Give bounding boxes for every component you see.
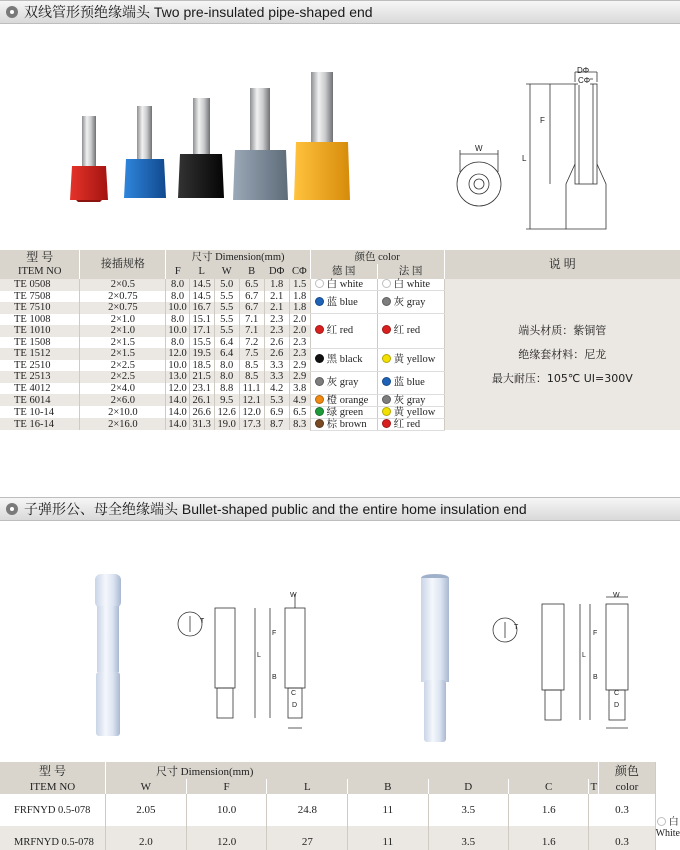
cell-dimension: 2.3 — [289, 337, 310, 349]
cell-dimension: 8.3 — [289, 418, 310, 430]
cell-model: TE 0508 — [0, 279, 80, 291]
color-swatch-icon — [657, 817, 666, 826]
label-t: T — [200, 618, 205, 625]
cell-dimension: 6.4 — [214, 348, 239, 360]
note-line: 绝缘套材料：尼龙 — [518, 347, 607, 361]
cell-dimension: 2.0 — [289, 325, 310, 337]
cell-dimension: 23.1 — [189, 383, 214, 395]
cell-model: FRFNYD 0.5-078 — [0, 794, 105, 826]
th-model-cn: 型 号 — [0, 250, 80, 264]
th-col-w: W — [214, 264, 239, 279]
table-row — [0, 826, 680, 850]
cell-dimension: 2.6 — [264, 337, 289, 349]
terminal-red — [70, 116, 108, 202]
th-col-f: F — [186, 779, 267, 794]
color-label: 黄 yellow — [393, 354, 436, 365]
th-col-dphi: DΦ — [264, 264, 289, 279]
cell-dimension: 14.0 — [166, 394, 189, 406]
cell-dimension: 5.0 — [214, 279, 239, 291]
cell-dimension: 10.0 — [166, 325, 189, 337]
th-model-en: ITEM NO — [0, 779, 105, 794]
th-col-w: W — [105, 779, 186, 794]
cell-color-fr — [377, 406, 444, 418]
cell-dimension: 2.3 — [264, 325, 289, 337]
cell-spec: 2×0.5 — [80, 279, 166, 291]
cell-dimension: 2.0 — [105, 826, 186, 850]
cell-color-de — [310, 348, 377, 371]
notes-cell — [444, 279, 680, 430]
cell-dimension: 31.3 — [189, 418, 214, 430]
cell-dimension: 10.0 — [186, 794, 267, 826]
color-swatch-icon — [382, 325, 391, 334]
cell-model: TE 1512 — [0, 348, 80, 360]
cell-spec: 2×4.0 — [80, 383, 166, 395]
cell-dimension: 27 — [267, 826, 348, 850]
label-f: F — [593, 630, 598, 637]
bullet-male-photo — [95, 574, 121, 736]
cell-dimension: 6.7 — [239, 291, 264, 303]
cell-model: TE 7508 — [0, 291, 80, 303]
color-swatch-icon — [315, 354, 324, 363]
th-col-c: C — [508, 779, 588, 794]
section-header-bullet-terminals — [0, 497, 680, 521]
cell-spec: 2×1.5 — [80, 337, 166, 349]
bullet-female-photo — [421, 574, 449, 742]
cell-dimension: 5.5 — [214, 302, 239, 314]
cell-color — [655, 794, 680, 850]
cell-dimension: 12.6 — [214, 406, 239, 418]
cell-dimension: 7.5 — [239, 348, 264, 360]
color-label: 绿 green — [326, 406, 364, 418]
label-f: F — [540, 116, 545, 125]
cell-dimension: 16.7 — [189, 302, 214, 314]
bullet-female-technical-drawing — [493, 597, 628, 728]
cell-spec: 2×1.0 — [80, 314, 166, 326]
cell-spec: 2×10.0 — [80, 406, 166, 418]
cell-dimension: 8.5 — [239, 360, 264, 372]
color-swatch-icon — [382, 419, 391, 428]
product-photo-bullet-terminals — [0, 522, 680, 760]
cell-color-fr — [377, 291, 444, 314]
cell-color-fr — [377, 279, 444, 291]
cell-dimension: 8.0 — [214, 360, 239, 372]
color-label: 蓝 blue — [326, 296, 358, 308]
cell-dimension: 8.0 — [166, 291, 189, 303]
cell-dimension: 17.3 — [239, 418, 264, 430]
cell-dimension: 1.5 — [289, 279, 310, 291]
section-header-pipe-terminals — [0, 0, 680, 24]
cell-dimension: 7.1 — [239, 325, 264, 337]
th-note: 说 明 — [444, 250, 680, 279]
color-swatch-icon — [382, 297, 391, 306]
cell-dimension: 6.4 — [214, 337, 239, 349]
cell-dimension: 2.9 — [289, 371, 310, 383]
cell-spec: 2×6.0 — [80, 394, 166, 406]
color-label: 橙 orange — [326, 394, 369, 406]
cell-spec: 2×1.5 — [80, 348, 166, 360]
cell-dimension: 19.5 — [189, 348, 214, 360]
cell-dimension: 6.5 — [289, 406, 310, 418]
cell-color-fr — [377, 418, 444, 430]
th-col-t: T — [590, 780, 598, 793]
cell-dimension: 14.0 — [166, 406, 189, 418]
color-swatch-icon — [382, 395, 391, 404]
cell-dimension: 19.0 — [214, 418, 239, 430]
cell-spec: 2×2.5 — [80, 360, 166, 372]
color-label: 灰 gray — [393, 394, 426, 406]
cell-color-de — [310, 406, 377, 418]
cell-color-fr — [377, 348, 444, 371]
color-label: 灰 gray — [326, 377, 359, 388]
cell-spec: 2×16.0 — [80, 418, 166, 430]
color-label: 黑 black — [326, 354, 363, 365]
table-row — [0, 279, 680, 291]
cell-dimension: 3.5 — [428, 826, 508, 850]
cell-dimension: 10.0 — [166, 360, 189, 372]
cell-dimension: 8.0 — [166, 279, 189, 291]
cell-dimension: 7.1 — [239, 314, 264, 326]
cell-dimension: 1.6 — [508, 826, 588, 850]
cell-model: TE 1008 — [0, 314, 80, 326]
cell-dimension: 5.5 — [214, 291, 239, 303]
cell-dimension: 3.5 — [428, 794, 508, 826]
th-color-de: 德 国 — [310, 264, 377, 279]
terminal-blue — [124, 106, 166, 198]
cell-dimension: 3.3 — [264, 371, 289, 383]
label-d-phi: DΦ — [577, 66, 590, 75]
color-label: 白 white — [393, 279, 431, 290]
terminal-gray — [233, 88, 288, 200]
cell-dimension: 15.1 — [189, 314, 214, 326]
cell-dimension: 14.0 — [166, 418, 189, 430]
cell-dimension: 13.0 — [166, 371, 189, 383]
label-t: T — [514, 624, 519, 631]
cell-dimension: 4.2 — [264, 383, 289, 395]
cell-color-fr — [377, 314, 444, 349]
cell-model: TE 10-14 — [0, 406, 80, 418]
cell-dimension: 18.5 — [189, 360, 214, 372]
cell-model: TE 2510 — [0, 360, 80, 372]
th-spec: 接插规格 — [80, 250, 166, 279]
cell-model: TE 16-14 — [0, 418, 80, 430]
color-swatch-icon — [315, 395, 324, 404]
cell-dimension: 2.3 — [264, 314, 289, 326]
cell-model: TE 2513 — [0, 371, 80, 383]
cell-dimension: 17.1 — [189, 325, 214, 337]
th-color: 颜色 color — [310, 250, 444, 264]
cell-spec: 2×1.0 — [80, 325, 166, 337]
cell-dimension: 14.5 — [189, 279, 214, 291]
th-col-b: B — [239, 264, 264, 279]
pipe-terminals-photo — [0, 24, 680, 250]
cell-dimension: 2.3 — [289, 348, 310, 360]
cell-dimension: 14.5 — [189, 291, 214, 303]
cell-model: MRFNYD 0.5-078 — [0, 826, 105, 850]
cell-dimension: 11 — [348, 794, 428, 826]
label-d: D — [292, 702, 298, 709]
cell-dimension: 1.8 — [289, 291, 310, 303]
color-swatch-icon — [315, 297, 324, 306]
cell-dimension: 4.9 — [289, 394, 310, 406]
cell-dimension: 5.3 — [264, 394, 289, 406]
cell-color-de — [310, 394, 377, 406]
cell-color-de — [310, 418, 377, 430]
cell-dimension: 0.3 — [589, 826, 655, 850]
label-b: B — [593, 674, 598, 681]
th-col-cphi: CΦ — [289, 264, 310, 279]
cell-model: TE 4012 — [0, 383, 80, 395]
note-line: 端头材质：紫铜管 — [518, 323, 607, 337]
cell-dimension: 11 — [348, 826, 428, 850]
cell-dimension: 5.5 — [214, 325, 239, 337]
th-col-l: L — [189, 264, 214, 279]
label-c: C — [291, 690, 297, 697]
color-label: 蓝 blue — [393, 377, 425, 388]
cell-dimension: 1.8 — [264, 279, 289, 291]
color-label: 棕 brown — [326, 418, 367, 430]
cell-model: TE 1010 — [0, 325, 80, 337]
terminal-black — [178, 98, 224, 198]
th-col-f: F — [166, 264, 189, 279]
cell-dimension: 2.1 — [264, 302, 289, 314]
th-col-d: D — [428, 779, 508, 794]
bullet-icon — [6, 6, 18, 18]
product-photo-pipe-terminals — [0, 24, 680, 250]
color-swatch-icon — [382, 407, 391, 416]
th-model-en: ITEM NO — [0, 264, 80, 279]
cell-dimension: 8.7 — [264, 418, 289, 430]
label-f: F — [272, 630, 277, 637]
terminal-yellow — [294, 72, 350, 200]
cell-dimension: 8.0 — [166, 337, 189, 349]
cell-dimension: 5.5 — [214, 314, 239, 326]
cell-dimension: 26.1 — [189, 394, 214, 406]
label-w: W — [613, 592, 620, 599]
label-w: W — [475, 144, 483, 153]
cell-color-fr — [377, 394, 444, 406]
cell-model: TE 6014 — [0, 394, 80, 406]
technical-drawing-side-view — [526, 72, 606, 229]
color-label: 灰 gray — [393, 296, 426, 308]
cell-dimension: 3.8 — [289, 383, 310, 395]
cell-dimension: 9.5 — [214, 394, 239, 406]
cell-dimension: 12.0 — [186, 826, 267, 850]
cell-dimension: 0.3 — [589, 794, 655, 826]
cell-dimension: 24.8 — [267, 794, 348, 826]
section-title: 子弹形公、母全绝缘端头 Bullet-shaped public and the entire home insulation end — [24, 501, 527, 517]
cell-dimension: 2.6 — [264, 348, 289, 360]
cell-dimension: 26.6 — [189, 406, 214, 418]
cell-dimension: 3.3 — [264, 360, 289, 372]
cell-color-de — [310, 371, 377, 394]
color-swatch-icon — [382, 354, 391, 363]
th-color-en: color — [599, 779, 655, 794]
th-model-cn: 型 号 — [0, 762, 105, 779]
color-label: 红 red — [393, 418, 421, 430]
cell-dimension: 2.1 — [264, 291, 289, 303]
color-swatch-icon — [315, 279, 324, 288]
label-c: C — [614, 690, 620, 697]
label-l: L — [582, 652, 586, 659]
color-label: 红 red — [326, 325, 354, 337]
cell-dimension: 2.0 — [289, 314, 310, 326]
cell-color-de — [310, 314, 377, 349]
cell-model: TE 7510 — [0, 302, 80, 314]
cell-dimension: 2.05 — [105, 794, 186, 826]
cell-spec: 2×0.75 — [80, 291, 166, 303]
th-color-cn: 颜色 — [599, 762, 655, 779]
cell-dimension: 6.9 — [264, 406, 289, 418]
th-color-fr: 法 国 — [377, 264, 444, 279]
cell-dimension: 10.0 — [166, 302, 189, 314]
cell-dimension: 15.5 — [189, 337, 214, 349]
cell-dimension: 2.9 — [289, 360, 310, 372]
note-line: 最大耐压：105℃ UI=300V — [491, 371, 633, 385]
cell-dimension: 8.0 — [214, 371, 239, 383]
cell-spec: 2×0.75 — [80, 302, 166, 314]
bullet-male-technical-drawing — [178, 594, 305, 728]
th-dimension: 尺寸 Dimension(mm) — [166, 250, 310, 264]
color-swatch-icon — [315, 377, 324, 386]
cell-dimension: 8.0 — [166, 314, 189, 326]
label-b: B — [272, 674, 277, 681]
cell-color-fr — [377, 371, 444, 394]
bullet-terminal-spec-table — [0, 762, 680, 850]
cell-dimension: 1.8 — [289, 302, 310, 314]
label-w: W — [290, 592, 297, 599]
color-swatch-icon — [382, 377, 391, 386]
cell-dimension: 12.0 — [239, 406, 264, 418]
cell-dimension: 8.5 — [239, 371, 264, 383]
cell-dimension: 8.8 — [214, 383, 239, 395]
cell-spec: 2×2.5 — [80, 371, 166, 383]
cell-dimension: 1.6 — [508, 794, 588, 826]
table-row — [0, 794, 680, 826]
cell-model: TE 1508 — [0, 337, 80, 349]
cell-dimension: 11.1 — [239, 383, 264, 395]
cell-dimension: 6.7 — [239, 302, 264, 314]
cell-dimension: 12.0 — [166, 383, 189, 395]
cell-dimension: 7.2 — [239, 337, 264, 349]
cell-color-de — [310, 291, 377, 314]
label-l: L — [522, 154, 527, 163]
color-swatch-icon — [315, 407, 324, 416]
label-d: D — [614, 702, 620, 709]
label-l: L — [257, 652, 261, 659]
bullet-terminals-drawing — [0, 522, 680, 760]
color-swatch-icon — [315, 419, 324, 428]
color-swatch-icon — [315, 325, 324, 334]
color-label: 白 white — [326, 279, 364, 290]
pipe-terminal-spec-table — [0, 250, 680, 431]
th-dimension: 尺寸 Dimension(mm) — [105, 762, 598, 779]
cell-dimension: 12.1 — [239, 394, 264, 406]
th-col-l: L — [267, 779, 348, 794]
color-label: 白 White — [655, 817, 680, 839]
cell-color-de — [310, 279, 377, 291]
th-col-b: B — [348, 779, 428, 794]
cell-dimension: 12.0 — [166, 348, 189, 360]
color-label: 红 red — [393, 325, 421, 337]
cell-dimension: 21.5 — [189, 371, 214, 383]
cell-dimension: 6.5 — [239, 279, 264, 291]
color-swatch-icon — [382, 279, 391, 288]
bullet-icon — [6, 503, 18, 515]
color-label: 黄 yellow — [393, 406, 436, 418]
label-c-phi: CΦ — [578, 76, 591, 85]
section-title: 双线管形预绝缘端头 Two pre-insulated pipe-shaped end — [24, 4, 373, 20]
technical-drawing-end-view — [457, 150, 501, 206]
